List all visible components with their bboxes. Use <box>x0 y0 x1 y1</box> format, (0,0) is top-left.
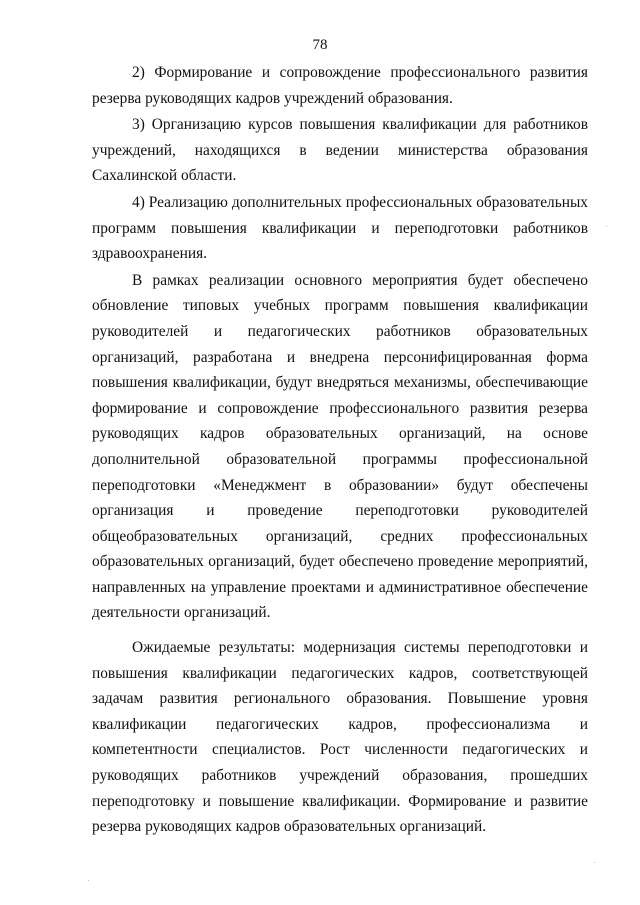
paragraph-item-4: 4) Реализацию дополнительных профессиональных образовательных программ повышения квалификации и переподготовки работников здравоохранения. <box>92 193 588 263</box>
scan-speck <box>88 880 89 881</box>
page-number: 78 <box>312 37 328 53</box>
paragraph-expected-results: Ожидаемые результаты: модернизация системы переподготовки и повышения квалификации педагогических кадров, соответствующей задачам развития регионального образования. Повышение уровня квалификации педагогических кадров, профессионализма и компетентности специалистов. Рост численности педагогических и руководящих работников учреждений образования, прошедших переподготовку и повышение квалификации. Формирование и развитие резерва руководящих кадров образовательных организаций. <box>92 639 588 836</box>
scan-speck <box>594 862 595 863</box>
paragraph-main-activity: В рамках реализации основного мероприятия будет обеспечено обновление типовых учебных программ повышения квалификации руководителей и педагогических работников образовательных организаций, разработана и внедрена персонифицированная форма повышения квалификации, будут внедряться механизмы, обеспечивающие формирование и сопровождение профессионального развития резерва руководящих кадров образовательных организаций, на основе дополнительной образовательной программы профессиональной переподготовки «Менеджмент в образовании» будут обеспечены организация и проведение переподготовки руководителей общеобразовательных организаций, средних профессиональных образовательных организаций, будет обеспечено проведение мероприятий, направленных на управление проектами и административное обеспечение деятельности организаций. <box>92 271 588 622</box>
document-body <box>92 60 588 840</box>
paragraph-item-2: 2) Формирование и сопровождение профессионального развития резерва руководящих кадров учреждений образования. <box>92 64 588 107</box>
scan-speck <box>606 226 607 227</box>
paragraph-item-3: 3) Организацию курсов повышения квалификации для работников учреждений, находящихся в ведении министерства образования Сахалинской области. <box>92 116 588 185</box>
